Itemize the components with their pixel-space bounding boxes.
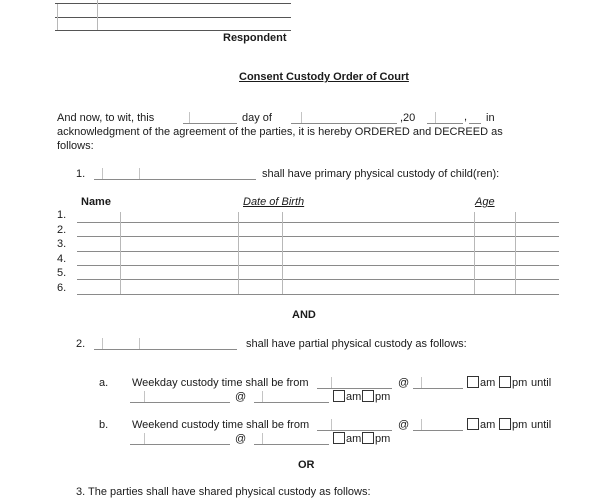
clause-2-number: 2. <box>76 338 86 350</box>
col-header-name: Name <box>81 196 111 208</box>
order-title: Consent Custody Order of Court <box>239 71 409 83</box>
item-a-letter: a. <box>99 377 109 389</box>
weekday-until-label: until <box>531 377 552 389</box>
weekday-until-day-field[interactable] <box>130 389 230 403</box>
respondent-label: Respondent <box>223 32 287 44</box>
item-b-at-2: @ <box>235 433 247 445</box>
weekend-from-am-label: am <box>480 419 496 431</box>
weekday-until-am-checkbox[interactable] <box>333 390 345 402</box>
table-line-3 <box>77 265 559 266</box>
day-field[interactable] <box>183 110 237 124</box>
and-label: AND <box>292 309 316 321</box>
or-label: OR <box>298 459 315 471</box>
weekday-from-day-field[interactable] <box>317 375 392 389</box>
year-field[interactable] <box>427 110 463 124</box>
row-number: 3. <box>57 238 67 250</box>
caption-line-2 <box>55 17 291 18</box>
col-header-dob: Date of Birth <box>243 196 305 208</box>
intro-line-3: follows: <box>57 140 94 152</box>
weekend-until-pm-label: pm <box>375 433 391 445</box>
caption-divider-left <box>57 4 58 30</box>
item-b-text: Weekend custody time shall be from <box>132 419 310 431</box>
caption-divider <box>97 0 98 30</box>
county-field[interactable] <box>469 110 481 124</box>
partial-custodian-field[interactable] <box>94 336 237 350</box>
item-b-at-1: @ <box>398 419 410 431</box>
table-col-divider-5 <box>515 212 516 294</box>
weekend-from-pm-label: pm <box>512 419 528 431</box>
weekend-until-pm-checkbox[interactable] <box>362 432 374 444</box>
table-line-1 <box>77 236 559 237</box>
item-b-letter: b. <box>99 419 109 431</box>
clause-1-number: 1. <box>76 168 86 180</box>
table-line-2 <box>77 251 559 252</box>
weekend-from-am-checkbox[interactable] <box>467 418 479 430</box>
row-number: 5. <box>57 267 67 279</box>
weekend-until-am-label: am <box>346 433 362 445</box>
weekend-from-pm-checkbox[interactable] <box>499 418 511 430</box>
clause-3-text: 3. The parties shall have shared physical custody as follows: <box>76 486 371 498</box>
intro-text-5: in <box>486 112 495 124</box>
weekday-from-pm-label: pm <box>512 377 528 389</box>
weekday-until-time-field[interactable] <box>254 389 329 403</box>
table-line-5 <box>77 294 559 295</box>
intro-text-1: And now, to wit, this <box>57 112 155 124</box>
clause-1-text: shall have primary physical custody of child(ren): <box>262 168 500 180</box>
weekend-until-label: until <box>531 419 552 431</box>
month-field[interactable] <box>291 110 397 124</box>
weekend-until-day-field[interactable] <box>130 431 230 445</box>
intro-line-2: acknowledgment of the agreement of the parties, it is hereby ORDERED and DECREED as <box>57 126 503 138</box>
weekday-from-am-label: am <box>480 377 496 389</box>
table-col-divider-2 <box>238 212 239 294</box>
row-number: 4. <box>57 253 67 265</box>
weekday-from-am-checkbox[interactable] <box>467 376 479 388</box>
row-number: 2. <box>57 224 67 236</box>
weekend-from-day-field[interactable] <box>317 417 392 431</box>
caption-line-3 <box>55 30 291 31</box>
weekday-until-am-label: am <box>346 391 362 403</box>
weekday-from-time-field[interactable] <box>413 375 463 389</box>
table-col-divider-4 <box>474 212 475 294</box>
item-a-text: Weekday custody time shall be from <box>132 377 309 389</box>
intro-text-3: ,20 <box>400 112 416 124</box>
weekday-until-pm-checkbox[interactable] <box>362 390 374 402</box>
item-a-at-2: @ <box>235 391 247 403</box>
table-line-0 <box>77 222 559 223</box>
primary-custodian-field[interactable] <box>94 166 256 180</box>
intro-text-2: day of <box>242 112 272 124</box>
weekend-until-time-field[interactable] <box>254 431 329 445</box>
weekend-until-am-checkbox[interactable] <box>333 432 345 444</box>
table-col-divider-1 <box>120 212 121 294</box>
item-a-at-1: @ <box>398 377 410 389</box>
clause-2-text: shall have partial physical custody as follows: <box>246 338 467 350</box>
row-number: 1. <box>57 209 67 221</box>
caption-line-1 <box>55 3 291 4</box>
weekday-from-pm-checkbox[interactable] <box>499 376 511 388</box>
table-col-divider-3 <box>282 212 283 294</box>
intro-text-4: , <box>464 111 468 123</box>
weekday-until-pm-label: pm <box>375 391 391 403</box>
row-number: 6. <box>57 282 67 294</box>
col-header-age: Age <box>475 196 495 208</box>
weekend-from-time-field[interactable] <box>413 417 463 431</box>
table-line-4 <box>77 279 559 280</box>
